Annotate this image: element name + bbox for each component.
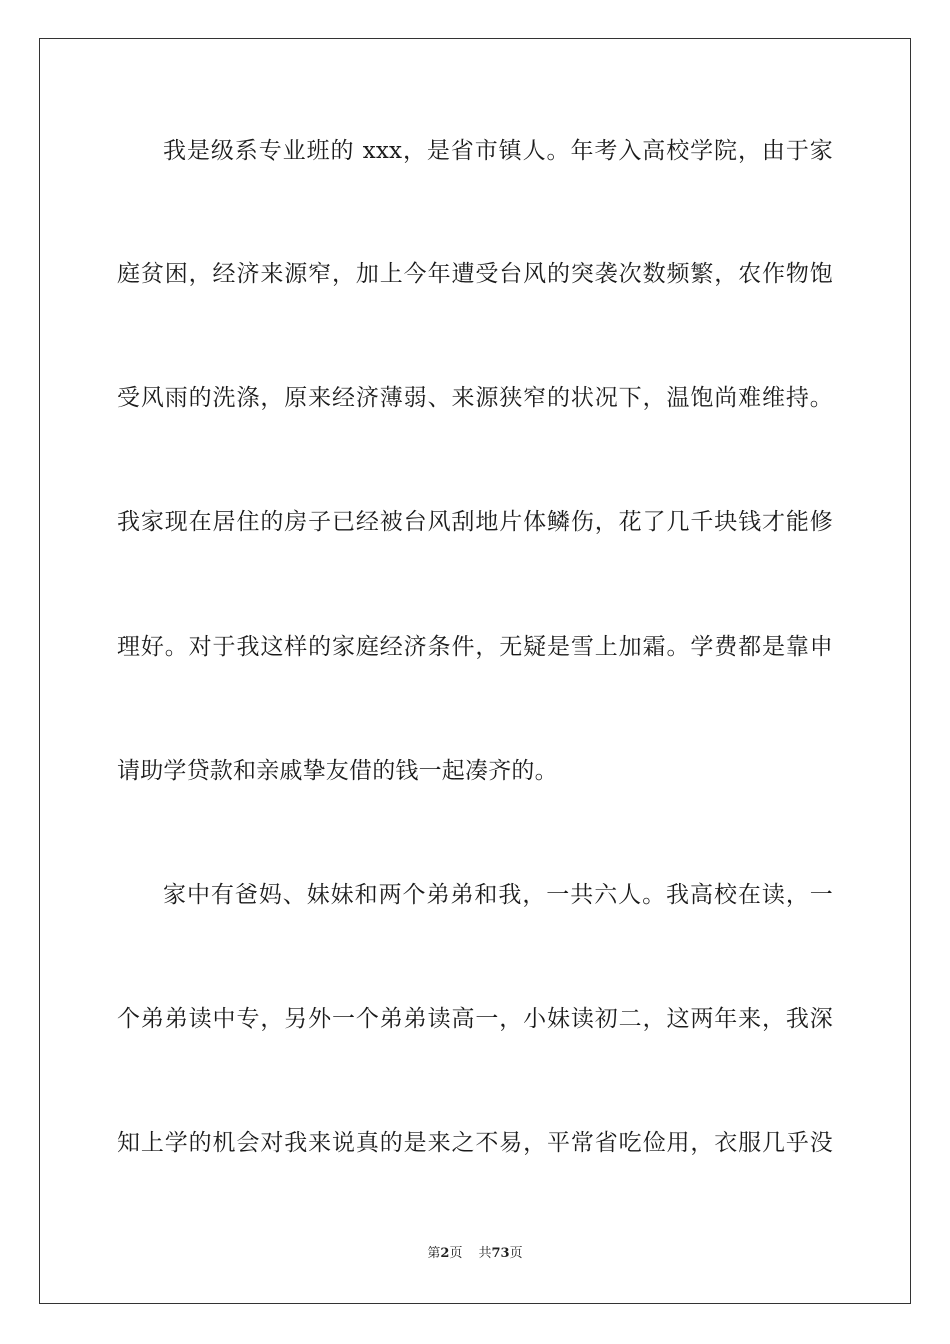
page-suffix: 页 bbox=[449, 1246, 463, 1261]
paragraph-2-line-2: 个弟弟读中专，另外一个弟弟读高一，小妹读初二，这两年来，我深 bbox=[117, 1006, 833, 1032]
total-suffix: 页 bbox=[509, 1246, 523, 1261]
paragraph-1-line-4: 我家现在居住的房子已经被台风刮地片体鳞伤，花了几千块钱才能修 bbox=[117, 509, 833, 535]
page-prefix: 第 bbox=[427, 1246, 441, 1261]
paragraph-2-line-1: 家中有爸妈、妹妹和两个弟弟和我，一共六人。我高校在读，一 bbox=[163, 882, 833, 908]
paragraph-2-line-3: 知上学的机会对我来说真的是来之不易，平常省吃俭用，衣服几乎没 bbox=[117, 1130, 833, 1156]
paragraph-1-line-2: 庭贫困，经济来源窄，加上今年遭受台风的突袭次数频繁，农作物饱 bbox=[117, 261, 833, 287]
total-prefix: 共 bbox=[478, 1246, 492, 1261]
page-number: 2 bbox=[440, 1246, 450, 1261]
paragraph-1-line-1: 我是级系专业班的 xxx，是省市镇人。年考入高校学院，由于家 bbox=[163, 138, 833, 164]
paragraph-1-line-6: 请助学贷款和亲戚挚友借的钱一起凑齐的。 bbox=[117, 758, 558, 784]
paragraph-1-line-3: 受风雨的洗涤，原来经济薄弱、来源狭窄的状况下，温饱尚难维持。 bbox=[117, 385, 833, 411]
page-footer bbox=[0, 1245, 950, 1263]
total-pages: 73 bbox=[491, 1246, 510, 1261]
paragraph-1-line-5: 理好。对于我这样的家庭经济条件，无疑是雪上加霜。学费都是靠申 bbox=[117, 634, 833, 660]
page-border bbox=[39, 38, 911, 1304]
